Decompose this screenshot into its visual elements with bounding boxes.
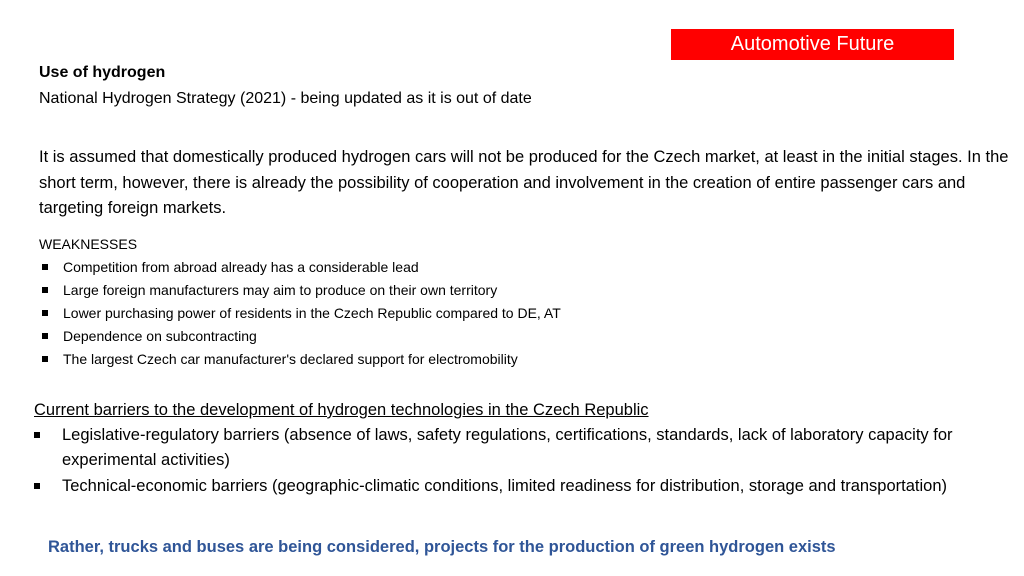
- barrier-item: [34, 474, 999, 499]
- bullet-square-icon: [34, 483, 40, 489]
- section-title: Use of hydrogen: [39, 64, 166, 81]
- weakness-item: [39, 302, 561, 325]
- weakness-item: [39, 325, 561, 348]
- barriers-list: [34, 423, 999, 500]
- section-subtitle: National Hydrogen Strategy (2021) - being updated as it is out of date: [39, 90, 532, 107]
- barrier-item: [34, 423, 999, 473]
- bullet-square-icon: [42, 310, 48, 316]
- weakness-text: Large foreign manufacturers may aim to produce on their own territory: [63, 282, 498, 298]
- weakness-item: [39, 279, 561, 302]
- weaknesses-list: [39, 256, 561, 371]
- conclusion-statement: Rather, trucks and buses are being considered, projects for the production of green hydrogen exists: [48, 538, 836, 556]
- bullet-square-icon: [34, 432, 40, 438]
- bullet-square-icon: [42, 287, 48, 293]
- bullet-square-icon: [42, 264, 48, 270]
- weaknesses-heading: WEAKNESSES: [39, 236, 138, 252]
- intro-paragraph: It is assumed that domestically produced hydrogen cars will not be produced for the Czech market, at least in the initial stages. In the short term, however, there is already the possibility of cooperation and involvement in the creation of entire passenger cars and targeting foreign markets.: [39, 148, 1009, 217]
- weakness-text: Dependence on subcontracting: [63, 328, 257, 344]
- barrier-text: Technical-economic barriers (geographic-climatic conditions, limited readiness for distribution, storage and transportation): [62, 477, 947, 495]
- barrier-text: Legislative-regulatory barriers (absence of laws, safety regulations, certifications, standards, lack of laboratory capacity for experimental activities): [62, 426, 953, 469]
- category-badge: Automotive Future: [671, 29, 954, 60]
- bullet-square-icon: [42, 333, 48, 339]
- weakness-text: Lower purchasing power of residents in the Czech Republic compared to DE, AT: [63, 305, 561, 321]
- barriers-heading: Current barriers to the development of hydrogen technologies in the Czech Republic: [34, 401, 649, 419]
- bullet-square-icon: [42, 356, 48, 362]
- weakness-item: [39, 348, 561, 371]
- weakness-item: [39, 256, 561, 279]
- weakness-text: The largest Czech car manufacturer's declared support for electromobility: [63, 351, 518, 367]
- weakness-text: Competition from abroad already has a considerable lead: [63, 259, 419, 275]
